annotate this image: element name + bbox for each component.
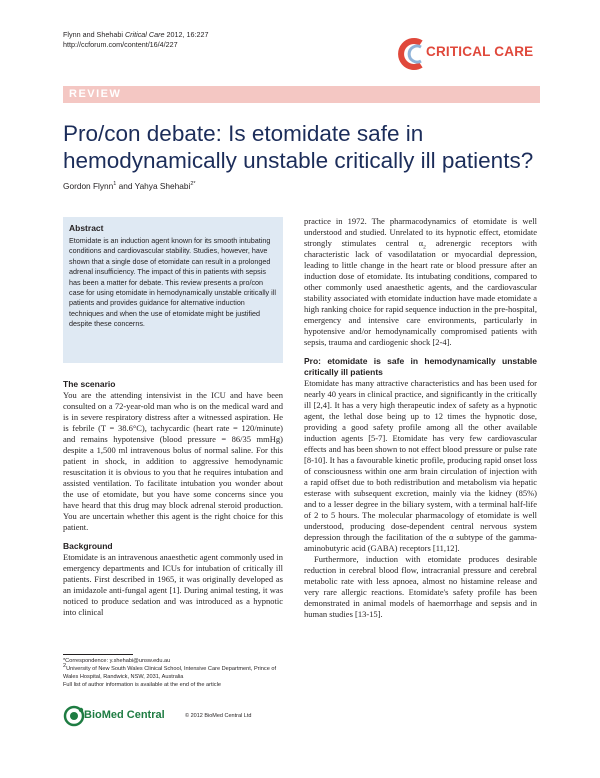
author-affiliation-mark: 2* (190, 181, 196, 188)
citation (63, 30, 208, 50)
scenario-heading: The scenario (63, 379, 116, 389)
body-text: practice in 1972. The pharmacodynamics of etomidate is well understood and studied. Unrelated to its hypnotic effect, etomidate strongly stimulates central α (304, 216, 537, 248)
left-column (63, 379, 283, 618)
section-label: REVIEW (69, 88, 122, 100)
correspondence-note: *Correspondence: y.shehabi@unsw.edu.au (63, 658, 171, 664)
subscript: 2 (423, 244, 426, 251)
citation-journal: Critical Care (124, 30, 165, 39)
journal-logo-text: CRITICAL CARE (426, 44, 534, 59)
citation-line (63, 30, 208, 40)
author-name: and Yahya Shehabi (116, 181, 191, 191)
abstract-box (63, 217, 283, 363)
body-text: adrenergic receptors with characteristic lack of vasodilatation or myocardial depression, leading to little change in the heart rate or blood pressure after an induction dose of etomidate. Its intubating conditions, compared to other commonly used anaesthetic agents, and the cardiovascular stability associated with etomidate induction have made etomidate a high ranking choice for rapid sequence induction in the pre-hospital, emergency and intensive care environments, particularly in hypotensive and/or hemodynamically compromised patients with sepsis, trauma and cardiogenic shock [2-4]. (304, 238, 537, 347)
right-column (304, 216, 537, 620)
background-heading: Background (63, 541, 113, 551)
author-name: Gordon Flynn (63, 181, 114, 191)
section-label-bar (63, 86, 540, 103)
footnotes (63, 657, 283, 689)
copyright: © 2012 BioMed Central Ltd (185, 713, 252, 719)
scenario-paragraph: You are the attending intensivist in the ICU and have been consulted on a 72-year-old man who is on the medical ward and is in severe respiratory distress after a witnessed aspiration. He is febrile (T = 38.6°C), tachycardic (heart rate = 120/minute) and remains hypotensive (blood pressure = 86/35 mmHg) despite a 1,500 ml intravenous bolus of normal saline. For this patient in shock, in addition to aggressive hemodynamic resuscitation it is obvious to you that he requires intubation and assisted ventilation. To facilitate intubation you wonder about the use of etomidate, but you have some concerns since you have heard that this drug may block adrenal steroid production. You are uncertain whether this agent is the right choice for this patient. (63, 390, 283, 532)
affiliation-mark: 2 (63, 663, 67, 670)
publisher-name: BioMed Central (84, 709, 165, 721)
article-url[interactable]: http://ccforum.com/content/16/4/227 (63, 40, 178, 49)
author-affiliation-mark: 1 (113, 181, 117, 188)
authors (63, 181, 196, 191)
author-info-note: Full list of author information is available at the end of the article (63, 682, 221, 688)
affiliation-note (63, 665, 283, 681)
pro-heading: Pro: etomidate is safe in hemodynamically unstable critically ill patients (304, 356, 537, 377)
background-paragraph: Etomidate is an intravenous anaesthetic agent commonly used in emergency departments and ICUs for intubation of critically ill patients. First described in 1965, it was originally developed as an imidazole anti-fungal agent [1]. During animal testing, it was noticed to produce sedation and was introduced as a hypnotic into clinical (63, 552, 283, 617)
citation-authors: Flynn and Shehabi (63, 30, 125, 39)
body-paragraph (304, 216, 537, 348)
abstract-heading: Abstract (69, 223, 104, 233)
citation-year-volume: 2012, 16:227 (164, 30, 209, 39)
pro-paragraph: Etomidate has many attractive characteristics and has been used for nearly 40 years in clinical practice, and significantly in the critically ill [2,4]. It has a very high therapeutic index of safety as a hypnotic agent, the lethal dose being up to 12 times the hypnotic dose, providing a good safety profile among all the other available induction agents [5-7]. Etomidate has very few cardiovascular effects and has been shown to not effect blood pressure or pulse rate [8-10]. It has a favourable kinetic profile, producing rapid onset loss of consciousness within one arm brain circulation of injection with a rapid offset due to both redistribution and metabolism via hepatic esterase with subsequent excretion, mainly via the kidney (85%) and to a lesser degree in the biliary system, with a terminal half-life of 2 to 5 hours. The molecular pharmacology of etomidate is well understood, producing dose-dependent central nervous system depression through the facilitation of the α subtype of the gamma-aminobutyric acid (GABA) receptors [11,12]. (304, 378, 537, 553)
pro-paragraph: Furthermore, induction with etomidate produces desirable reduction in cerebral blood flow, intracranial pressure and cerebral metabolic rate with less apnoea, almost no histamine release and very rare allergic reactions. Etomidate's safety profile has been demonstrated in animal models of haemorrhage and sepsis and in human studies [13-15]. (304, 554, 537, 619)
article-title: Pro/con debate: Is etomidate safe in hemodynamically unstable critically ill patients? (63, 121, 534, 173)
abstract-text: Etomidate is an induction agent known for its smooth intubating conditions and cardiovascular stability. Studies, however, have shown that a single dose of etomidate can result in a prolonged adrenal insufficiency. The impact of this in patients with sepsis has been a matter for debate. This review presents a pro/con case for using etomidate in hemodynamically unstable critically ill patients and provides guidance for alternative induction techniques and when the use of etomidate might be justified despite these concerns. (69, 236, 276, 329)
footnote-divider (63, 654, 133, 655)
affiliation-text: University of New South Wales Clinical School, Intensive Care Department, Prince of Wales Hospital, Randwick, NSW, 2031, Australia (63, 666, 277, 680)
